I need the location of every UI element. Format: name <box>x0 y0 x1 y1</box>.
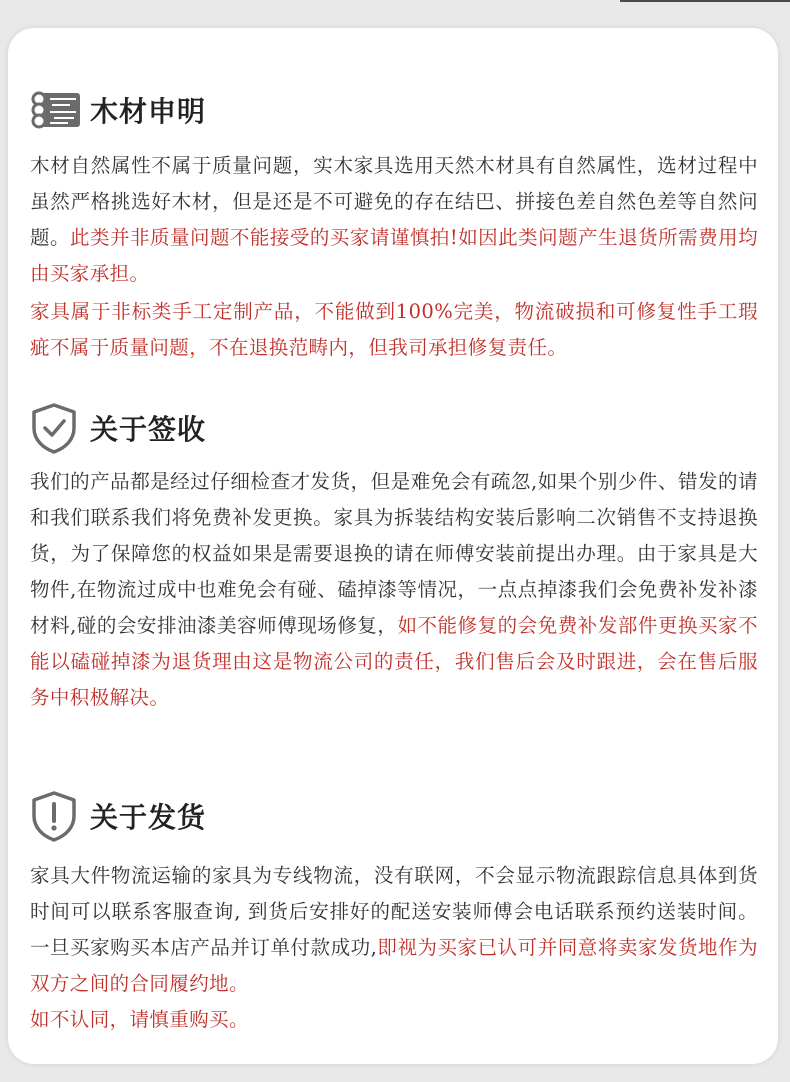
section-paragraph <box>30 1002 758 1038</box>
section-title: 木材申明 <box>90 95 207 128</box>
paragraph-warning: 如不能修复的会免费补发部件更换买家不能以磕碰掉漆为退货理由这是物流公司的责任，我们售后会及时跟进，会在售后服务中积极解决。 <box>30 614 758 709</box>
paragraph-text: 家具大件物流运输的家具为专线物流，没有联网，不会显示物流跟踪信息具体到货时间可以联系客服查询, 到货后安排好的配送安装师傅会电话联系预约送装时间。一旦买家购买本店产品并订单付款成功, <box>30 864 758 959</box>
section-title: 关于发货 <box>90 801 207 834</box>
paragraph-text: 木材自然属性不属于质量问题，实木家具选用天然木材具有自然属性，选材过程中虽然严格挑选好木材，但是还是不可避免的存在结巴、拼接色差自然色差等自然问题。 <box>30 154 758 249</box>
notice-card <box>8 28 778 1064</box>
section-paragraph <box>30 858 758 1002</box>
section-paragraph <box>30 148 758 292</box>
paragraph-text: 我们的产品都是经过仔细检查才发货，但是难免会有疏忽,如果个别少件、错发的请和我们联系我们将免费补发更换。家具为拆装结构安装后影响二次销售不支持退换货，为了保障您的权益如果是需要退换的请在师傅安装前提出办理。由于家具是大物件,在物流过成中也难免会有碰、磕掉漆等情况，一点点掉漆我们会免费补发补漆材料,碰的会安排油漆美容师傅现场修复， <box>30 470 758 637</box>
shield-exclamation-icon <box>30 790 86 842</box>
section-wood-statement <box>30 84 758 366</box>
section-receipt <box>30 402 758 716</box>
shield-check-icon <box>30 402 86 454</box>
paragraph-warning: 家具属于非标类手工定制产品，不能做到100%完美，物流破损和可修复性手工瑕疵不属于质量问题，不在退换范畴内，但我司承担修复责任。 <box>30 300 758 359</box>
paragraph-warning: 此类并非质量问题不能接受的买家请谨慎拍!如因此类问题产生退货所需费用均由买家承担。 <box>30 226 758 285</box>
section-shipping <box>30 790 758 1038</box>
top-divider <box>620 0 790 2</box>
paragraph-warning: 即视为买家已认可并同意将卖家发货地作为双方之间的合同履约地。 <box>30 936 758 995</box>
section-paragraph <box>30 294 758 366</box>
section-heading <box>30 84 758 136</box>
wood-logs-icon <box>30 84 86 136</box>
paragraph-warning: 如不认同，请慎重购买。 <box>30 1008 249 1031</box>
section-heading <box>30 790 758 842</box>
section-paragraph <box>30 464 758 716</box>
section-heading <box>30 402 758 454</box>
section-title: 关于签收 <box>90 413 207 446</box>
